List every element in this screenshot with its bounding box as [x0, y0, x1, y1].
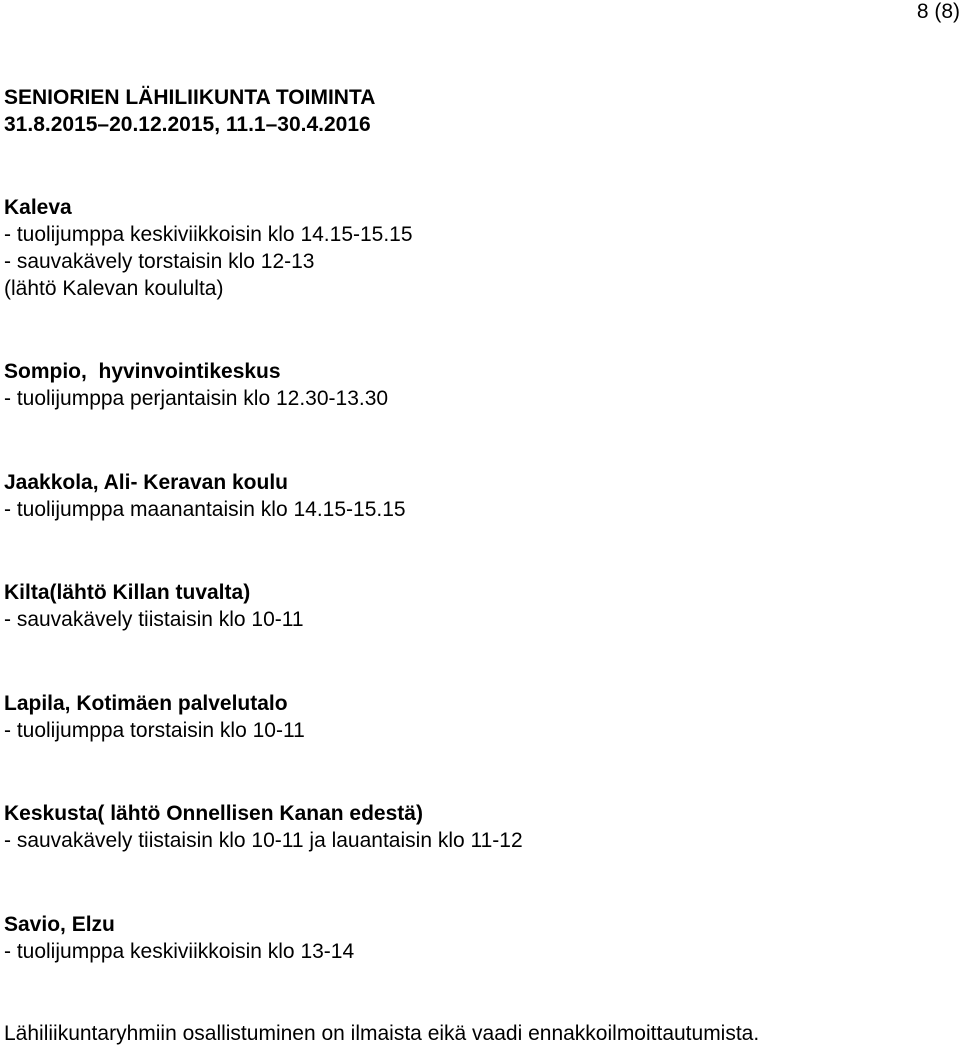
section-line: - sauvakävely torstaisin klo 12-13 [4, 250, 315, 273]
section-line: - tuolijumppa torstaisin klo 10-11 [4, 719, 305, 742]
section-sompio [4, 358, 388, 412]
section-kilta [4, 579, 304, 633]
section-heading: Keskusta( lähtö Onnellisen Kanan edestä) [4, 802, 423, 825]
section-heading: Kaleva [4, 196, 72, 219]
document-title: SENIORIEN LÄHILIIKUNTA TOIMINTA [4, 86, 376, 109]
section-line: - tuolijumppa maanantaisin klo 14.15-15.15 [4, 498, 406, 521]
section-line: (lähtö Kalevan koululta) [4, 277, 224, 300]
section-kaleva [4, 194, 413, 302]
section-heading: Kilta(lähtö Killan tuvalta) [4, 581, 251, 604]
section-savio [4, 911, 354, 965]
section-heading: Savio, Elzu [4, 913, 115, 936]
document-dates: 31.8.2015–20.12.2015, 11.1–30.4.2016 [4, 113, 371, 136]
footer-note: Lähiliikuntaryhmiin osallistuminen on ilmaista eikä vaadi ennakkoilmoittautumista. [4, 1022, 760, 1045]
section-line: - sauvakävely tiistaisin klo 10-11 ja lauantaisin klo 11-12 [4, 829, 523, 852]
section-line: - sauvakävely tiistaisin klo 10-11 [4, 608, 304, 631]
section-heading: Sompio, hyvinvointikeskus [4, 360, 281, 383]
section-heading: Jaakkola, Ali- Keravan koulu [4, 471, 289, 494]
document-header [4, 84, 375, 138]
section-heading: Lapila, Kotimäen palvelutalo [4, 692, 288, 715]
section-line: - tuolijumppa keskiviikkoisin klo 14.15-15.15 [4, 223, 413, 246]
section-keskusta [4, 800, 523, 854]
section-jaakkola [4, 469, 406, 523]
section-lapila [4, 690, 305, 744]
section-line: - tuolijumppa perjantaisin klo 12.30-13.30 [4, 387, 389, 410]
section-line: - tuolijumppa keskiviikkoisin klo 13-14 [4, 940, 355, 963]
page-number: 8 (8) [916, 0, 960, 23]
